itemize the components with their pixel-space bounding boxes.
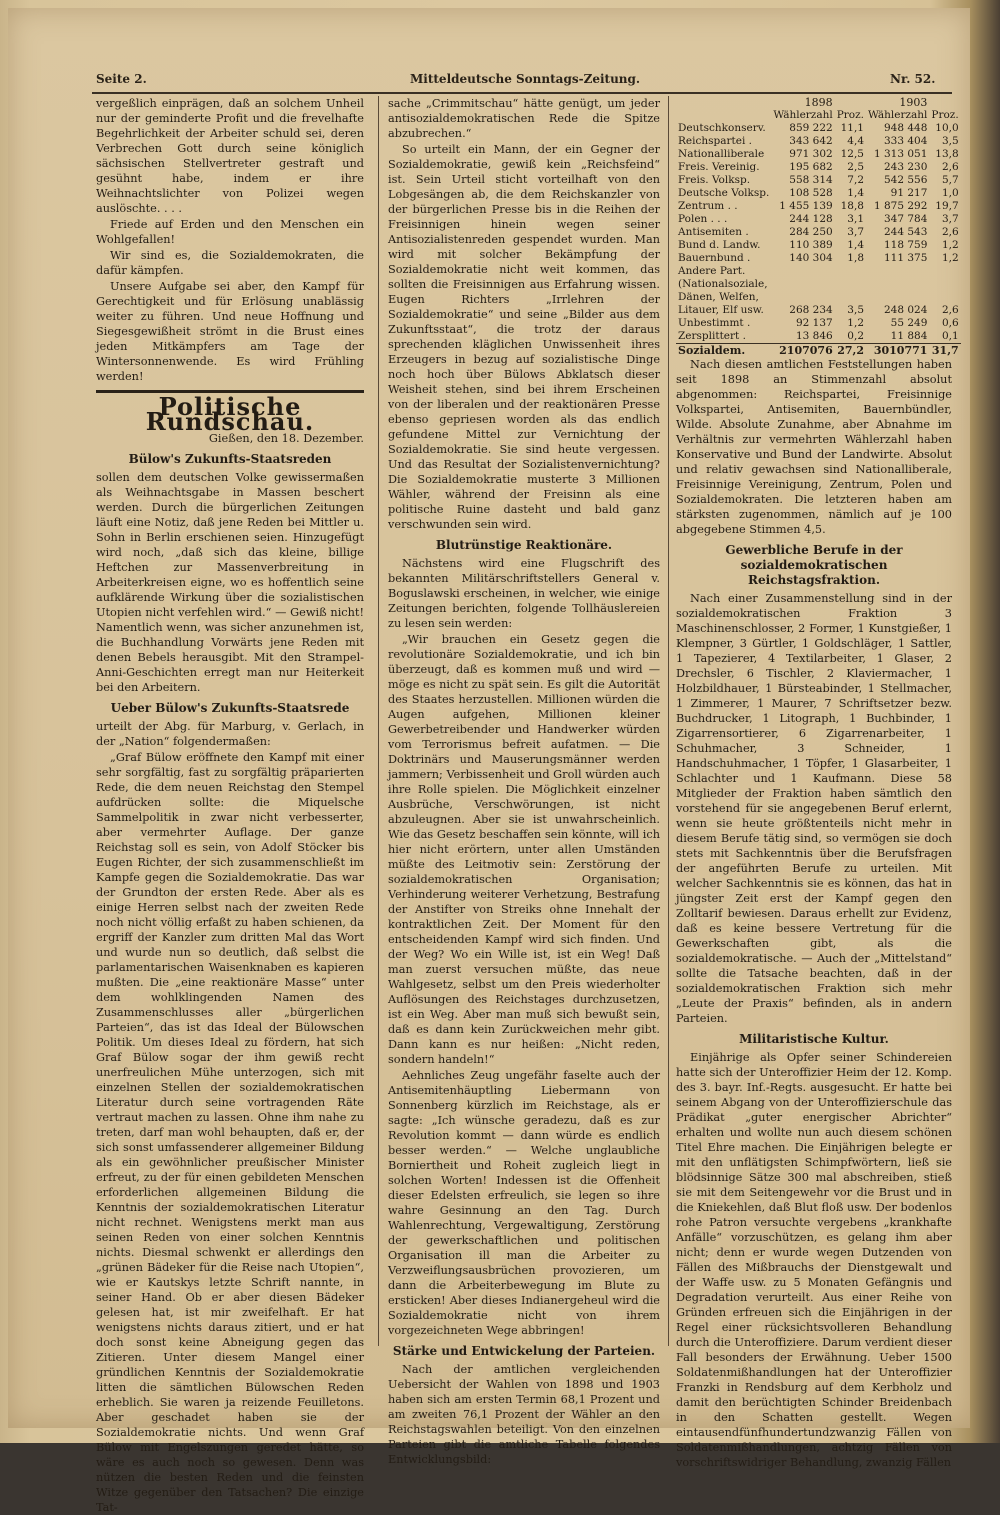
table-cell: 2,5 xyxy=(847,161,864,173)
table-cell: 195 682 xyxy=(789,161,833,173)
table-cell: 347 784 xyxy=(883,213,928,225)
table-cell: Zersplittert . xyxy=(678,330,746,342)
table-cell: 2107076 xyxy=(771,344,834,358)
article-heading: Bülow's Zukunfts-Staatsreden xyxy=(128,452,332,466)
table-cell: 1,2 xyxy=(941,252,959,264)
table-total-row xyxy=(676,344,961,358)
table-cell: 244 128 xyxy=(789,213,833,225)
table-row xyxy=(676,135,961,148)
table-cell: Bund d. Landw. xyxy=(678,239,761,251)
table-body xyxy=(676,122,961,265)
paragraph: Unsere Aufgabe sei aber, den Kampf für Gerechtigkeit und für Erlösung unablässig weiter zu führen. Und neue Hoffnung und Siegesgewißheit strömt in die Brust eines jeden Mitkämpfers am Tage der Wintersonnenwende. Es wird Frühling werden! xyxy=(96,280,364,383)
table-row xyxy=(676,252,961,265)
table-row xyxy=(676,330,961,344)
paragraph: Nach einer Zusammenstellung sind in der sozialdemokratischen Fraktion 3 Maschinenschlosser, 2 Former, 1 Kunstgießer, 1 Klempner, 3 Gürtler, 1 Goldschläger, 1 Sattler, 1 Tapezierer, 4 Textilarbeiter, 1 Glaser, 2 Drechsler, 6 Tischler, 2 Klaviermacher, 1 Holzbildhauer, 1 Bürsteabinder, 1 Stellmacher, 1 Zimmerer, 1 Maurer, 7 Schriftsetzer bezw. Buchdrucker, 1 Litograph, 1 Buchbinder, 1 Zigarrensortierer, 6 Zigarrenarbeiter, 1 Schuhmacher, 3 Schneider, 1 Handschuhmacher, 1 Töpfer, 1 Glasarbeiter, 1 Schlachter und 1 Kaufmann. Diese 58 Mitglieder der Fraktion haben sämtlich den vorstehend für sie angegebenen Beruf erlernt, wenn sie heute größtenteils nicht mehr in diesem Berufe tätig sind, so vermögen sie doch stets mit Sachkenntnis über die Berufsfragen der angeführten Berufe zu urteilen. Mit welcher Sachkenntnis sie es können, das hat in jüngster Zeit erst der Kampf gegen den Zolltarif bewiesen. Daraus erhellt zur Evidenz, daß es keine bessere Vertretung für die Gewerkschaften gibt, als die sozialdemokratische. — Auch der „Mittelstand“ sollte die Tatsache beachten, daß in der sozialdemokratischen Fraktion sich mehr „Leute der Praxis“ befinden, als in andern Parteien. xyxy=(676,592,952,1025)
table-cell: 268 234 xyxy=(789,304,833,316)
paragraph: Nächstens wird eine Flugschrift des bekannten Militärschriftstellers General v. Boguslawski erscheinen, in welcher, wie einige Zeitungen berichten, folgende Tollhäuslereien zu lesen sein werden: xyxy=(388,557,660,630)
table-row xyxy=(676,213,961,226)
table-cell: 108 528 xyxy=(789,187,833,199)
table-cell: (Nationalsoziale, xyxy=(678,278,768,290)
newspaper-title: Mitteldeutsche Sonntags-Zeitung. xyxy=(410,72,641,86)
table-cell: 343 642 xyxy=(789,135,833,147)
article-heading: Stärke und Entwickelung der Parteien. xyxy=(392,1344,656,1358)
table-row xyxy=(676,161,961,174)
table-cell: 111 375 xyxy=(883,252,928,264)
table-row xyxy=(676,317,961,330)
year-heading: 1898 xyxy=(804,96,833,109)
column-1 xyxy=(96,96,364,1514)
table-cell: Antisemiten . xyxy=(678,226,749,238)
table-row xyxy=(676,122,961,135)
table-row xyxy=(676,200,961,213)
table-cell: 2,6 xyxy=(941,304,959,316)
table-cell: 1 313 051 xyxy=(873,148,928,160)
article-heading: Blutrünstige Reaktionäre. xyxy=(435,538,613,552)
table-cell: 248 024 xyxy=(883,304,928,316)
table-cell: 18,8 xyxy=(840,200,864,212)
table-cell: 284 250 xyxy=(789,226,833,238)
table-cell: 333 404 xyxy=(883,135,928,147)
table-cell: 140 304 xyxy=(789,252,833,264)
year-heading: 1903 xyxy=(899,96,928,109)
table-cell: Andere Part. xyxy=(678,265,746,277)
table-cell: 19,7 xyxy=(935,200,959,212)
table-cell: 5,7 xyxy=(941,174,959,186)
table-cell: Unbestimmt . xyxy=(678,317,751,329)
table-cell: 859 222 xyxy=(789,122,833,134)
table-cell: 7,2 xyxy=(847,174,864,186)
table-cell: Deutsche Volksp. xyxy=(678,187,770,199)
column-2 xyxy=(388,96,660,1466)
paragraph: urteilt der Abg. für Marburg, v. Gerlach, in der „Nation“ folgendermaßen: xyxy=(96,720,364,748)
table-cell: 948 448 xyxy=(883,122,928,134)
table-cell: Sozialdem. xyxy=(676,344,771,358)
table-cell: 243 230 xyxy=(883,161,928,173)
column-header: Wählerzahl xyxy=(773,109,833,121)
table-cell: 3010771 xyxy=(866,344,929,358)
table-row xyxy=(676,239,961,252)
table-cell: Polen . . . xyxy=(678,213,728,225)
column-header: Wählerzahl xyxy=(868,109,928,121)
table-cell: 1 455 139 xyxy=(779,200,833,212)
table-cell: Deutschkonserv. xyxy=(678,122,766,134)
table-cell: 1,4 xyxy=(847,239,864,251)
paragraph: „Wir brauchen ein Gesetz gegen die revolutionäre Sozialdemokratie, und ich bin überzeugt, daß es kommen muß und wird — möge es nicht zu spät sein. Es gilt die Autorität des Staates herzustellen. Millionen würden die Augen aufgehen, Millionen kleiner Gewerbetreibender und Handwerker würden vom Terrorismus befreit aufatmen. — Die Doktrinärs und Mauserungsmänner werden jammern; Verbissenheit und Groll würden auch ihre Rolle spielen. Die Möglichkeit einzelner Ausbrüche, Verschwörungen, ist nicht abzuleugnen. Aber sie ist unwahrscheinlich. Wie das Gesetz beschaffen sein könnte, will ich hier nicht erörtern, unter allen Umständen müßte des Leitmotiv sein: Zerstörung der sozialdemokratischen Organisation; Verhinderung weiterer Verhetzung, Bestrafung der Anstifter von Streiks ohne Innehalt der kontraktlichen Zeit. Der Moment für den entscheidenden Kampf wird sich finden. Und der Weg? Wo ein Wille ist, ist ein Weg! Daß man zuerst versuchen müßte, das neue Wahlgesetz, selbst um den Preis wiederholter Auflösungen des Reichstages durchzusetzen, ist ein Weg. Aber man muß sich bewußt sein, daß es dann kein Zurückweichen mehr gibt. Dann kann es nur heißen: „Nicht reden, sondern handeln!“ xyxy=(388,633,660,1066)
table-cell: 91 217 xyxy=(890,187,928,199)
table-cell: 13,8 xyxy=(935,148,959,160)
paragraph: Nach diesen amtlichen Feststellungen haben seit 1898 an Stimmenzahl absolut abgenommen: Reichspartei, Freisinnige Volkspartei, Antisemiten, Bauernbündler, Wilde. Absolute Zunahme, aber Abnahme im Verhältnis zur vermehrten Wählerzahl haben Konservative und Bund der Landwirte. Absolut und relativ gewachsen sind Nationalliberale, Freisinnige Vereinigung, Zentrum, Polen und Sozialdemokraten. Die letzteren haben am stärksten zugenommen, nämlich auf je 100 abgegebene Stimmen 4,5. xyxy=(676,358,952,536)
table-cell: 2,6 xyxy=(941,161,959,173)
table-cell: 2,6 xyxy=(941,226,959,238)
table-cell: 1,8 xyxy=(847,252,864,264)
table-cell: 558 314 xyxy=(789,174,833,186)
table-row xyxy=(676,226,961,239)
paragraph: Friede auf Erden und den Menschen ein Wohlgefallen! xyxy=(96,218,364,246)
table-cell: 971 302 xyxy=(789,148,833,160)
table-cell: Freis. Volksp. xyxy=(678,174,751,186)
table-cell: 13 846 xyxy=(795,330,833,342)
page-number: Seite 2. xyxy=(96,72,147,86)
table-cell: Bauernbund . xyxy=(678,252,751,264)
column-separator xyxy=(668,96,669,1346)
table-cell: 542 556 xyxy=(883,174,928,186)
table-cell: 11 884 xyxy=(890,330,928,342)
dateline: Gießen, den 18. Dezember. xyxy=(208,432,364,445)
table-row xyxy=(676,174,961,187)
header-rule xyxy=(92,92,952,94)
paragraph: sollen dem deutschen Volke gewissermaßen als Weihnachtsgabe in Massen beschert werden. Durch die bürgerlichen Zeitungen läuft eine Notiz, daß jene Reden bei Mittler u. Sohn in Berlin erschienen seien. Hinzugefügt wird noch, „daß sich das kleine, billige Heftchen zur Massenverbreitung in Arbeiterkreisen eigne, wo es hoffentlich seine aufklärende Wirkung über die sozialistischen Utopien nicht verfehlen wird.“ — Gewiß nicht! Namentlich wenn, was sicher anzunehmen ist, die Buchhandlung Vorwärts jene Reden mit denen Bebels herausgibt. Mit den Strampel-Anni-Geschichten erregt man nur Heiterkeit bei den Arbeitern. xyxy=(96,471,364,694)
table-cell: 1,2 xyxy=(847,317,864,329)
article-heading: Gewerbliche Berufe in der sozialdemokratischen Reichstagsfraktion. xyxy=(725,543,903,587)
table-cell: Nationalliberale xyxy=(678,148,765,160)
table-cell: 110 389 xyxy=(789,239,833,251)
paragraph: „Graf Bülow eröffnete den Kampf mit einer sehr sorgfältig, fast zu sorgfältig präparierten Rede, die dem neuen Reichstag den Stempel aufdrücken sollte: die Miquelsche Sammelpolitik in zwar nicht verbesserter, aber vermehrter Auflage. Der ganze Reichstag soll es sein, von Adolf Stöcker bis Eugen Richter, der sich zusammenschließt im Kampfe gegen die Sozialdemokratie. Das war der Grundton der ersten Rede. Aber als es einige Herren selbst nach der zweiten Rede noch nicht völlig erfaßt zu haben schienen, da ergriff der Kanzler zum dritten Mal das Wort und wurde nun so deutlich, daß selbst die parlamentarischen Waisenknaben es kapieren mußten. Die „eine reaktionäre Masse“ unter dem wohlklingenden Namen des Zusammenschlusses aller „bürgerlichen Parteien“, das ist das Ideal der Bülowschen Politik. Um dieses Ideal zu fördern, hat sich Graf Bülow sogar der ihm gewiß recht unerfreulichen Mühe unterzogen, sich mit einzelnen Stellen der sozialdemokratischen Literatur durch seine vortragenden Räte vertraut machen zu lassen. Ohne ihm nahe zu treten, darf man wohl behaupten, daß er, der sich sonst umfassenderer allgemeiner Bildung als ein gewöhnlicher preußischer Minister erfreut, zu der für einen gebildeten Menschen erforderlichen allgemeinen Bildung die Kenntnis der sozialdemokratischen Literatur nicht rechnet. Wenigstens merkt man aus seinen Reden von einer solchen Kenntnis nichts. Diesmal schwenkt er allerdings den „grünen Bädeker für die Reise nach Utopien“, wie er Kautskys letzte Schrift nannte, in seiner Hand. Ob er aber diesen Bädeker gelesen hat, ist mir zweifelhaft. Er hat wenigstens nichts daraus zitiert, und er hat doch sonst keine Abneigung gegen das Zitieren. Unter diesem Mangel einer gründlichen Kenntnis der Sozialdemokratie litten die sämtlichen Bülowschen Reden erheblich. Sie waren ja reizende Feuilletons. Aber geschadet haben sie der Sozialdemokratie nichts. Und wenn Graf Bülow mit Engelszungen geredet hätte, so wäre es auch noch so gewesen. Denn was nützen die besten Reden und die feinsten Witze gegenüber den Tatsachen? Die einzige Tat- xyxy=(96,751,364,1514)
table-cell: 1,0 xyxy=(941,187,959,199)
table-cell: 55 249 xyxy=(890,317,928,329)
paragraph: Nach der amtlichen vergleichenden Uebersicht der Wahlen von 1898 und 1903 haben sich am ersten Termin 68,1 Prozent und am zweiten 76,1 Prozent der Wähler an den Reichstagswahlen beteiligt. Von den einzelnen Parteien gibt die amtliche Tabelle folgendes Entwicklungsbild: xyxy=(388,1363,660,1466)
paragraph: Wir sind es, die Sozialdemokraten, die dafür kämpfen. xyxy=(96,249,364,277)
table-cell: 3,7 xyxy=(941,213,959,225)
paragraph: sache „Crimmitschau“ hätte genügt, um jeder antisozialdemokratischen Rede die Spitze abzubrechen.“ xyxy=(388,97,660,140)
table-cell: 11,1 xyxy=(840,122,864,134)
table-cell: 92 137 xyxy=(795,317,833,329)
table-cell: 1 875 292 xyxy=(873,200,928,212)
table-cell: 1,2 xyxy=(941,239,959,251)
column-header: Proz. xyxy=(931,109,959,121)
section-headline: Politische Rundschau. xyxy=(145,392,315,436)
table-cell: 31,7 xyxy=(929,344,960,358)
column-header: Proz. xyxy=(836,109,864,121)
paragraph: So urteilt ein Mann, der ein Gegner der Sozialdemokratie, gewiß kein „Reichsfeind“ ist. Sein Urteil sticht vorteilhaft von den Lobgesängen ab, die dem Reichskanzler von der bürgerlichen Presse bis in die Reihen der Freisinnigen hinein wegen seiner Antisozialistenreden gespendet wurden. Man wird mit solcher Bekämpfung der Sozialdemokratie nicht weit kommen, das sollten die Freisinnigen aus Erfahrung wissen. Eugen Richters „Irrlehren der Sozialdemokratie“ und seine „Bilder aus dem Zukunftsstaat“, die trotz der daraus sprechenden kläglichen Unwissenheit ihres Erzeugers in bezug auf sozialistische Dinge noch hoch über Bülows Abklatsch dieser Weisheit stehen, sind bei ihrem Erscheinen von der liberalen und der reaktionären Presse ebenso gepriesen worden als das endlich gefundene Mittel zur Vernichtung der Sozialdemokratie. Sie sind heute vergessen. Und das Resultat der Sozialistenvernichtung? Die Sozialdemokratie musterte 3 Millionen Wähler, während der Freisinn als eine politische Ruine dasteht und bald ganz verschwunden sein wird. xyxy=(388,143,660,531)
table-cell: 3,5 xyxy=(941,135,959,147)
table-cell: 27,2 xyxy=(835,344,866,358)
table-cell: Dänen, Welfen, xyxy=(678,291,759,303)
table-row xyxy=(676,187,961,200)
issue-number: Nr. 52. xyxy=(890,72,936,86)
table-cell: Freis. Vereinig. xyxy=(678,161,760,173)
table-cell: 0,6 xyxy=(941,317,959,329)
paragraph: Einjährige als Opfer seiner Schindereien hatte sich der Unteroffizier Heim der 12. Komp. des 3. bayr. Inf.-Regts. ausgesucht. Er hatte bei seinem Abgang von der Unteroffizierschule das Prädikat „guter energischer Abrichter“ erhalten und wollte nun auch diesem schönen Titel Ehre machen. Die Einjährigen belegte er mit den unflätigsten Schimpfwörtern, ließ sie blödsinnige Sätze 300 mal abschreiben, stieß sie mit dem Seitengewehr vor die Brust und in die Kniekehlen, daß Blut floß usw. Der bodenlos rohe Patron versuchte vergebens „krankhafte Anfälle“ vorzuschützen, es gelang ihm aber nicht; denn er wurde wegen Dutzenden von Fällen des Mißbrauchs der Dienstgewalt und der Waffe usw. zu 5 Monaten Gefängnis und Degradation verurteilt. Aus einer Reihe von Gründen erfreuen sich die Einjährigen in der Regel einer rücksichtsvolleren Behandlung durch die Unteroffiziere. Darum verdient dieser Fall besonders der Erwähnung. Ueber 1500 Soldatenmißhandlungen hat der Unteroffizier Franzki in Rendsburg auf dem Kerbholz und damit den berüchtigten Schinder Breidenbach in den Schatten gestellt. Wegen eintausendfünfhundertundzwanzig Fällen von Soldatenmißhandlungen, achtzig Fällen von vorschriftswidriger Behandlung, zwanzig Fällen xyxy=(676,1051,952,1469)
table-cell: 0,1 xyxy=(941,330,959,342)
election-table xyxy=(676,96,961,357)
table-cell: Litauer, Elf usw. xyxy=(678,304,764,316)
paragraph: Aehnliches Zeug ungefähr faselte auch der Antisemitenhäuptling Liebermann von Sonnenberg kürzlich im Reichstage, als er sagte: „Ich wünsche geradezu, daß es zur Revolution kommt — dann würde es endlich besser werden.“ — Welche unglaubliche Borniertheit und Roheit zugleich liegt in solchen Worten! Indessen ist die Offenheit dieser Edelsten erfreulich, sie legen so ihre wahre Gesinnung an den Tag. Durch Wahlenrechtung, Vergewaltigung, Zerstörung der gewerkschaftlichen und politischen Organisation ill man die Arbeiter zu Verzweiflungsausbrüchen provozieren, um dann die Arbeiterbewegung im Blute zu ersticken! Aber dieses Indianergeheul wird die Sozialdemokratie nicht von ihrem vorgezeichneten Wege abbringen! xyxy=(388,1069,660,1337)
table-cell: 0,2 xyxy=(847,330,864,342)
table-cell: 1,4 xyxy=(847,187,864,199)
table-cell: Reichspartei . xyxy=(678,135,752,147)
paragraph: vergeßlich einprägen, daß an solchem Unheil nur der geminderte Profit und die frevelhafte Begehrlichkeit der Arbeiter schuld sei, deren Verbrechen Gott durch seine königlich sächsischen Stellvertreter gestraft und gesühnt habe, indem er ihre Weihnachtslichter von Polizei wegen auslöschte. . . . xyxy=(96,97,364,215)
column-3 xyxy=(676,96,959,1469)
article-heading: Ueber Bülow's Zukunfts-Staatsrede xyxy=(110,701,350,715)
table-cell: 4,4 xyxy=(847,135,864,147)
table-row xyxy=(676,148,961,161)
table-row xyxy=(676,304,961,317)
table-cell: 3,1 xyxy=(847,213,864,225)
table-cell: Zentrum . . xyxy=(678,200,738,212)
article-heading: Militaristische Kultur. xyxy=(739,1032,889,1046)
table-cell: 10,0 xyxy=(935,122,959,134)
column-separator xyxy=(378,96,379,1346)
table-cell: 12,5 xyxy=(840,148,864,160)
table-cell: 3,7 xyxy=(847,226,864,238)
table-cell: 118 759 xyxy=(883,239,928,251)
table-cell: 3,5 xyxy=(847,304,864,316)
table-cell: 244 543 xyxy=(883,226,928,238)
